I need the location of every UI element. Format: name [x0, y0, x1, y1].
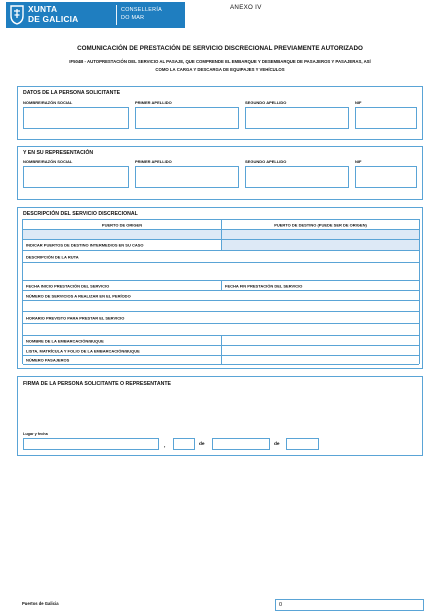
- end-date-label: FECHA FIN PRESTACIÓN DEL SERVICIO: [225, 283, 303, 288]
- applicant-first-surname-label: PRIMER APELLIDO: [135, 100, 172, 105]
- end-date-cell[interactable]: [222, 281, 419, 290]
- destination-port-header: PUERTO DE DESTINO (PUEDE SER DE ORIGEN): [274, 222, 367, 227]
- de-label-2: de: [274, 442, 280, 447]
- de-label-1: de: [199, 442, 205, 447]
- logo-separator: [116, 5, 117, 25]
- representative-nif-label: NIF: [355, 159, 362, 164]
- footer-label: Puertos de Galicia: [22, 601, 59, 606]
- representative-second-surname-input[interactable]: [245, 166, 349, 188]
- logo-line-2: DE GALICIA: [28, 14, 79, 24]
- applicant-name-label: NOMBRE/RAZÓN SOCIAL: [23, 100, 73, 105]
- representative-name-input[interactable]: [23, 166, 129, 188]
- table-row: [23, 356, 419, 365]
- vessel-name-input[interactable]: [222, 336, 419, 345]
- destination-port-header-cell: [222, 220, 419, 229]
- table-row: [23, 240, 419, 251]
- schedule-cell[interactable]: [23, 312, 419, 323]
- intermediate-ports-label: INDICAR PUERTOS DE DESTINO INTERMEDIOS EN SU CASO: [26, 242, 144, 248]
- place-input[interactable]: [23, 438, 159, 450]
- schedule-input[interactable]: [23, 324, 419, 335]
- annex-label: ANEXO IV: [230, 4, 262, 11]
- representative-first-surname-input[interactable]: [135, 166, 239, 188]
- vessel-registry-label-cell: [23, 346, 222, 355]
- passenger-count-label-cell: [23, 356, 222, 364]
- signature-section: [17, 376, 423, 456]
- representative-second-surname-label: SEGUNDO APELLIDO: [245, 159, 287, 164]
- form-subtitle: [22, 58, 418, 74]
- passenger-count-input[interactable]: [222, 356, 419, 364]
- route-description-label: DESCRIPCIÓN DE LA RUTA: [26, 254, 79, 259]
- signature-section-title: FIRMA DE LA PERSONA SOLICITANTE O REPRESENTANTE: [23, 381, 171, 387]
- logo-line-1: XUNTA: [28, 4, 58, 14]
- passenger-count-label: NÚMERO PASAJEROS: [26, 357, 70, 363]
- galicia-emblem-icon: [10, 5, 24, 25]
- service-section-title: DESCRIPCIÓN DEL SERVICIO DISCRECIONAL: [23, 211, 138, 217]
- applicant-second-surname-input[interactable]: [245, 107, 349, 129]
- table-row: [23, 263, 419, 281]
- day-input[interactable]: [173, 438, 195, 450]
- year-input[interactable]: [286, 438, 319, 450]
- representative-section: [17, 146, 423, 200]
- department-line-2: DO MAR: [121, 15, 145, 21]
- page-number-field[interactable]: 0: [275, 599, 424, 611]
- department-line-1: CONSELLERÍA: [121, 7, 163, 13]
- route-description-cell[interactable]: [23, 251, 419, 262]
- table-row: [23, 324, 419, 336]
- form-subtitle-line-1: IF504B - AUTOPRESTACIÓN DEL SERVICIO AL PASAJE, QUE COMPRENDE EL EMBARQUE Y DESEMBARQUE DE PASAJEROS Y PASAJERAS, ASÍ: [69, 59, 371, 64]
- intermediate-ports-input[interactable]: [222, 240, 419, 250]
- start-date-label: FECHA INICIO PRESTACIÓN DEL SERVICIO: [26, 283, 110, 288]
- services-count-input[interactable]: [23, 301, 419, 311]
- applicant-second-surname-label: SEGUNDO APELLIDO: [245, 100, 287, 105]
- table-row: [23, 230, 419, 240]
- table-row: [23, 336, 419, 346]
- table-row: [23, 220, 419, 230]
- service-table: [22, 219, 420, 364]
- representative-name-label: NOMBRE/RAZÓN SOCIAL: [23, 159, 73, 164]
- destination-port-input[interactable]: [222, 230, 419, 239]
- representative-nif-input[interactable]: [355, 166, 417, 188]
- vessel-name-label-cell: [23, 336, 222, 345]
- services-count-label: NÚMERO DE SERVICIOS A REALIZAR EN EL PERÍODO: [26, 293, 131, 298]
- representative-first-surname-label: PRIMER APELLIDO: [135, 159, 172, 164]
- comma-separator: ,: [164, 443, 166, 449]
- vessel-registry-input[interactable]: [222, 346, 419, 355]
- route-description-input[interactable]: [23, 263, 419, 280]
- place-date-label: Lugar y fecha: [23, 432, 48, 436]
- vessel-registry-label: LISTA, MATRÍCULA Y FOLIO DE LA EMBARCACIÓN/BUQUE: [26, 348, 140, 353]
- start-date-cell[interactable]: [23, 281, 222, 290]
- table-row: [23, 281, 419, 291]
- table-row: [23, 312, 419, 324]
- month-input[interactable]: [212, 438, 270, 450]
- applicant-nif-input[interactable]: [355, 107, 417, 129]
- table-row: [23, 301, 419, 312]
- applicant-nif-label: NIF: [355, 100, 362, 105]
- origin-port-header-cell: [23, 220, 222, 229]
- table-row: [23, 346, 419, 356]
- service-section: [17, 207, 423, 369]
- table-row: [23, 291, 419, 301]
- schedule-label: HORARIO PREVISTO PARA PRESTAR EL SERVICIO: [26, 315, 125, 320]
- applicant-name-input[interactable]: [23, 107, 129, 129]
- origin-port-header: PUERTO DE ORIGEN: [101, 222, 143, 227]
- form-title: COMUNICACIÓN DE PRESTACIÓN DE SERVICIO DISCRECIONAL PREVIAMENTE AUTORIZADO: [77, 45, 363, 52]
- form-subtitle-line-2: COMO LA CARGA Y DESCARGA DE EQUIPAJES Y VEHÍCULOS: [155, 67, 285, 72]
- applicant-first-surname-input[interactable]: [135, 107, 239, 129]
- xunta-logo: [6, 2, 185, 28]
- applicant-section: [17, 86, 423, 140]
- services-count-cell[interactable]: [23, 291, 419, 300]
- applicant-section-title: DATOS DE LA PERSONA SOLICITANTE: [23, 90, 121, 96]
- intermediate-ports-label-cell: [23, 240, 222, 250]
- representative-section-title: Y EN SU REPRESENTACIÓN: [23, 150, 94, 156]
- vessel-name-label: NOMBRE DE LA EMBARCACIÓN/BUQUE: [26, 338, 104, 343]
- table-row: [23, 251, 419, 263]
- origin-port-input[interactable]: [23, 230, 222, 239]
